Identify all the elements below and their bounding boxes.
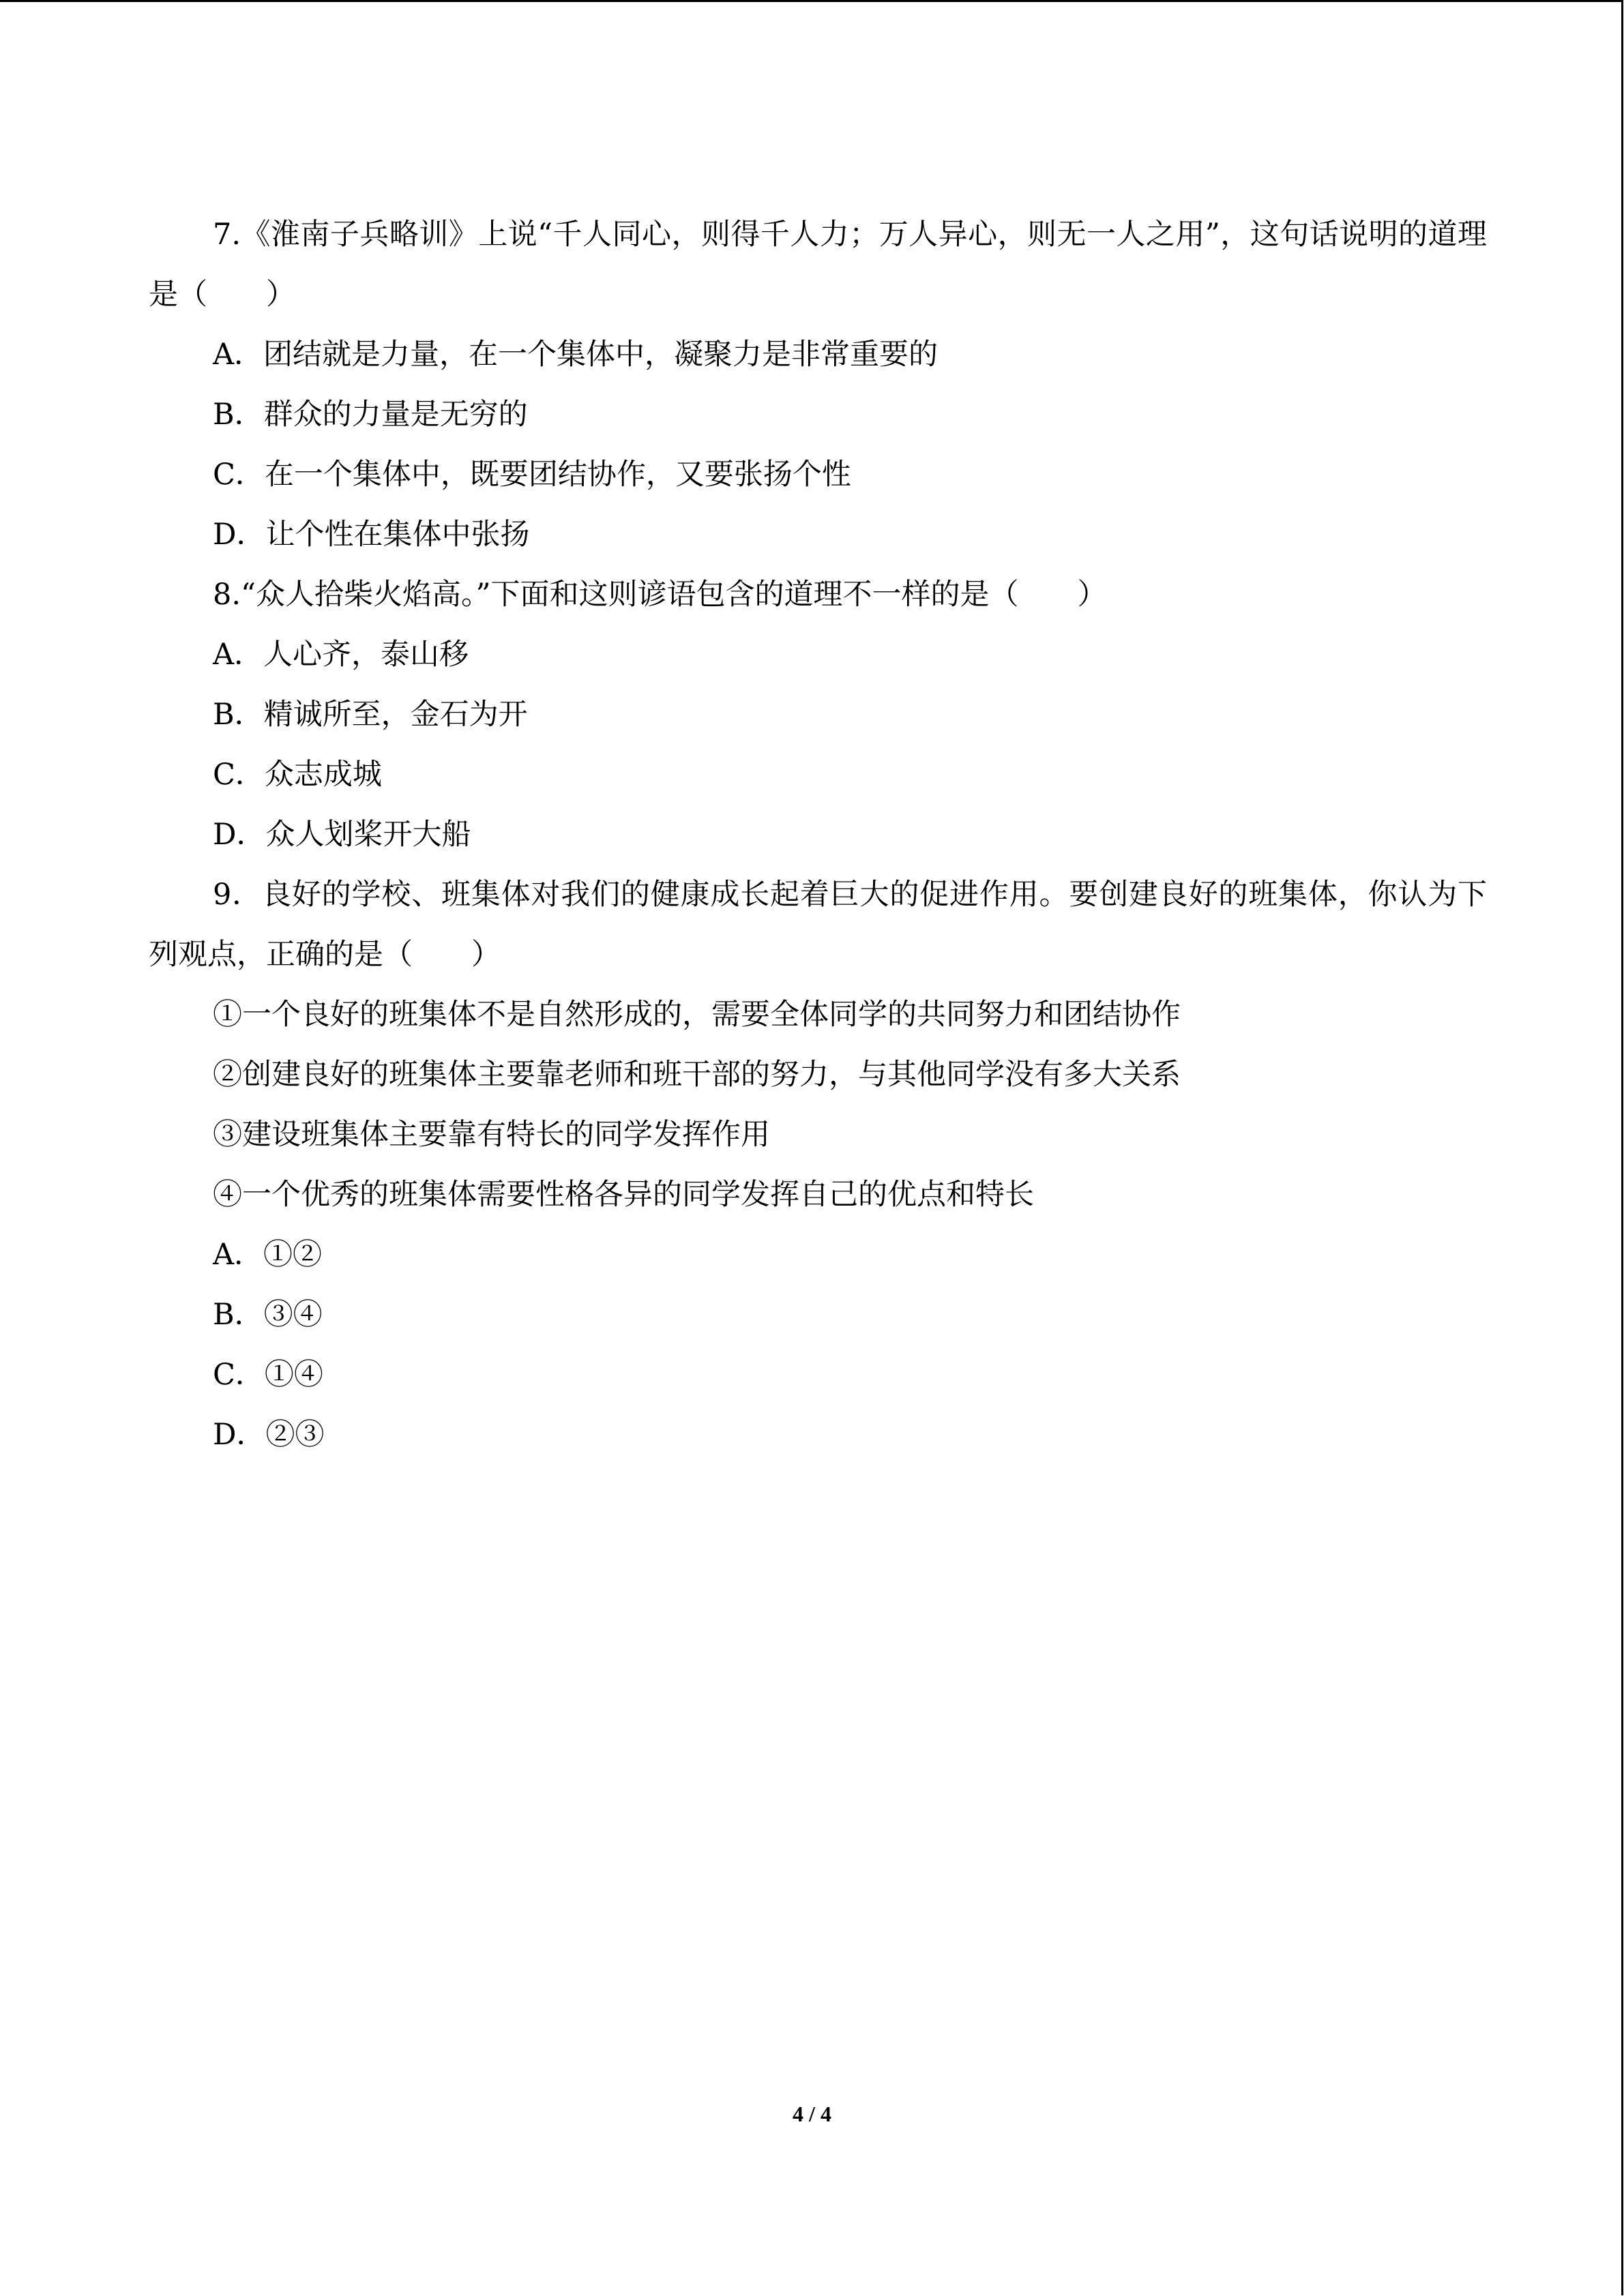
question-7-stem: 7.《淮南子兵略训》上说“千人同心，则得千人力；万人异心，则无一人之用”，这句话说明的道理是（ ） [149,218,1487,312]
question-7-option-d: D．让个性在集体中张扬 [213,518,530,552]
question-9-statement-2: ②创建良好的班集体主要靠老师和班干部的努力，与其他同学没有多大关系 [213,1058,1181,1092]
question-7-option-b: B．群众的力量是无穷的 [213,398,528,432]
question-8-option-c: C．众志成城 [213,758,382,792]
question-8-option-d: D．众人划桨开大船 [213,818,471,852]
question-9-option-c: C．①④ [213,1358,323,1392]
question-9-option-a: A．①② [213,1238,323,1272]
question-8-option-a: A．人心齐，泰山移 [213,638,469,672]
question-7-option-a: A．团结就是力量，在一个集体中，凝聚力是非常重要的 [213,338,939,372]
question-7-option-c: C．在一个集体中，既要团结协作，又要张扬个性 [213,458,851,492]
question-9-option-b: B．③④ [213,1298,323,1332]
question-9-statement-4: ④一个优秀的班集体需要性格各异的同学发挥自己的优点和特长 [213,1178,1034,1212]
question-9-statement-3: ③建设班集体主要靠有特长的同学发挥作用 [213,1118,770,1152]
question-8-option-b: B．精诚所至，金石为开 [213,698,528,732]
question-9-statement-1: ①一个良好的班集体不是自然形成的，需要全体同学的共同努力和团结协作 [213,998,1181,1032]
page-number: 4 / 4 [793,2102,831,2126]
question-9-option-d: D．②③ [213,1418,325,1452]
question-8-stem: 8.“众人拾柴火焰高。”下面和这则谚语包含的道理不一样的是（ ） [213,578,1107,612]
question-9-stem: 9．良好的学校、班集体对我们的健康成长起着巨大的促进作用。要创建良好的班集体，你认为下列观点，正确的是（ ） [149,878,1487,972]
